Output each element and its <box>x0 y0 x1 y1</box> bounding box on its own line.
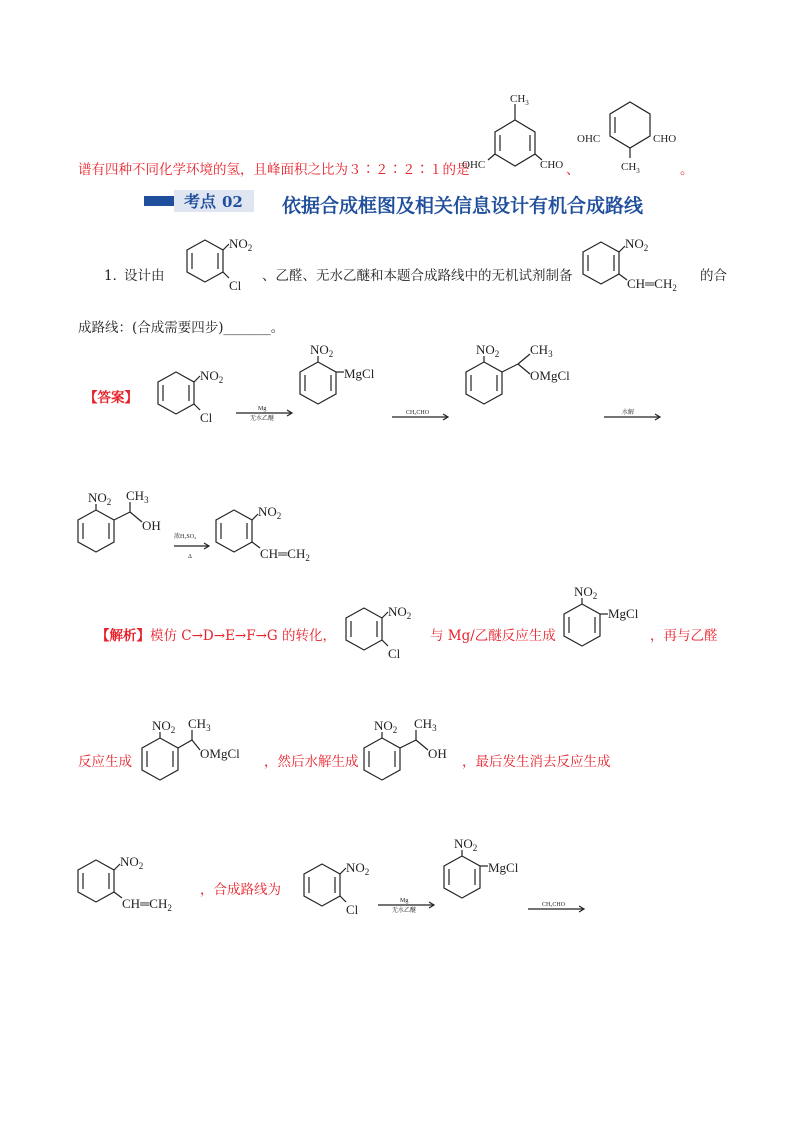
structure-dialdehyde-1 <box>460 90 570 180</box>
svg-text:NO2: $NO_2$ <box>346 860 370 877</box>
analysis-text-5: ，然后水解生成 <box>264 754 359 770</box>
route-arrow-acetaldehyde <box>528 900 588 920</box>
analysis-line-1: 【解析】模仿 C→D→E→F→G 的转化， <box>96 628 336 644</box>
svg-text:MgCl: MgCl <box>344 366 375 381</box>
analysis-alkoxide <box>134 716 269 796</box>
route-reactant <box>296 854 391 919</box>
question-text-3: 的合 <box>700 268 727 284</box>
svg-text:OMgCl: OMgCl <box>200 746 240 761</box>
svg-text:NO2: $NO_2$ <box>476 342 500 359</box>
svg-text:CH3: $CH_3$ <box>510 93 529 107</box>
svg-text:水解: 水解 <box>622 410 635 416</box>
svg-text:Mg: Mg <box>400 898 409 904</box>
answer-grignard <box>292 340 402 420</box>
svg-text:NO2: $NO_2$ <box>374 718 398 735</box>
svg-text:CH═CH2: $CH═CH_2$ <box>122 896 172 913</box>
answer-product <box>208 500 338 565</box>
analysis-text-7: ，合成路线为 <box>200 882 281 898</box>
ohc-label: OHC <box>462 159 486 171</box>
svg-text:浓H₂SO₄: 浓H₂SO₄ <box>174 534 197 540</box>
answer-reactant <box>150 362 245 427</box>
svg-text:OHC: OHC <box>577 133 601 145</box>
svg-text:Cl: Cl <box>388 646 401 661</box>
svg-text:CH₃CHO: CH₃CHO <box>406 410 430 416</box>
svg-text:CH3: $CH_3$ <box>621 161 640 175</box>
svg-text:无水乙醚: 无水乙醚 <box>250 416 275 422</box>
svg-text:CH₃CHO: CH₃CHO <box>542 902 566 908</box>
svg-text:Cl: Cl <box>200 410 213 425</box>
svg-text:CHO: CHO <box>653 133 677 145</box>
svg-text:NO2: $NO_2$ <box>152 718 176 735</box>
analysis-label: 【解析】 <box>96 628 150 644</box>
answer-label: 【答案】 <box>84 390 138 406</box>
separator: 、 <box>566 162 580 178</box>
analysis-text-4: 反应生成 <box>78 754 132 770</box>
nmr-text: 谱有四种不同化学环境的氢，且峰面积之比为３∶２∶２∶１的是 <box>78 162 470 178</box>
ch3-label: CH <box>510 93 526 105</box>
svg-text:NO2: $NO_2$ <box>625 236 649 253</box>
analysis-reactant <box>338 598 433 663</box>
svg-text:Cl: Cl <box>229 278 242 293</box>
svg-text:Cl: Cl <box>346 902 359 917</box>
svg-text:CH═CH2: $CH═CH_2$ <box>627 276 677 293</box>
svg-text:CH3: $CH_3$ <box>530 342 553 359</box>
analysis-text-2: 与 Mg/乙醚反应生成 <box>430 628 556 644</box>
svg-text:CH═CH2: $CH═CH_2$ <box>260 546 310 563</box>
svg-text:CH3: $CH_3$ <box>414 716 437 733</box>
badge-text: 考点 <box>184 192 217 211</box>
svg-text:OH: OH <box>428 746 447 761</box>
structure-chloronitrobenzene <box>165 230 260 295</box>
question-line-2: 成路线：(合成需要四步)_______。 <box>78 320 285 336</box>
badge-number: 02 <box>222 193 243 211</box>
cho-label: CHO <box>540 159 564 171</box>
svg-text:OH: OH <box>142 518 161 533</box>
arrow-hydrolysis <box>604 408 664 428</box>
svg-text:无水乙醚: 无水乙醚 <box>392 908 417 914</box>
svg-text:NO2: $NO_2$ <box>200 368 224 385</box>
question-text-1: 设计由 <box>124 268 165 284</box>
svg-text:OMgCl: OMgCl <box>530 368 570 383</box>
svg-text:MgCl: MgCl <box>608 606 639 621</box>
svg-text:CH3: $CH_3$ <box>126 488 149 505</box>
svg-text:NO2: $NO_2$ <box>120 854 144 871</box>
svg-text:Δ: Δ <box>188 554 192 560</box>
analysis-grignard <box>556 582 666 662</box>
analysis-product <box>70 850 200 915</box>
svg-text:Mg: Mg <box>258 406 267 412</box>
nmr-condition-text <box>78 158 470 178</box>
svg-text:NO2: $NO_2$ <box>574 584 598 601</box>
structure-nitrostyrene <box>575 232 705 297</box>
svg-text:CH3: $CH_3$ <box>188 716 211 733</box>
analysis-alcohol <box>356 716 476 796</box>
svg-text:MgCl: MgCl <box>488 860 519 875</box>
question-text-2: 、乙醛、无水乙醚和本题合成路线中的无机试剂制备 <box>262 268 573 284</box>
structure-dialdehyde-2 <box>575 90 685 180</box>
section-title: 依据合成框图及相关信息设计有机合成路线 <box>282 195 644 217</box>
arrow-acetaldehyde <box>392 408 452 428</box>
analysis-text-6: ，最后发生消去反应生成 <box>462 754 611 770</box>
svg-text:NO2: $NO_2$ <box>454 836 478 853</box>
section-badge <box>144 188 254 214</box>
question-number: 1． <box>104 268 127 284</box>
answer-alcohol <box>70 488 190 568</box>
svg-text:NO2: $NO_2$ <box>88 490 112 507</box>
answer-alkoxide <box>458 340 608 420</box>
analysis-text-3: ，再与乙醛 <box>650 628 718 644</box>
svg-text:NO2: $NO_2$ <box>229 236 253 253</box>
svg-text:NO2: $NO_2$ <box>310 342 334 359</box>
arrow-mg-ether <box>236 404 296 424</box>
svg-text:NO2: $NO_2$ <box>388 604 412 621</box>
period: 。 <box>680 162 694 178</box>
route-arrow-mg-ether <box>378 896 438 916</box>
svg-text:NO2: $NO_2$ <box>258 504 282 521</box>
